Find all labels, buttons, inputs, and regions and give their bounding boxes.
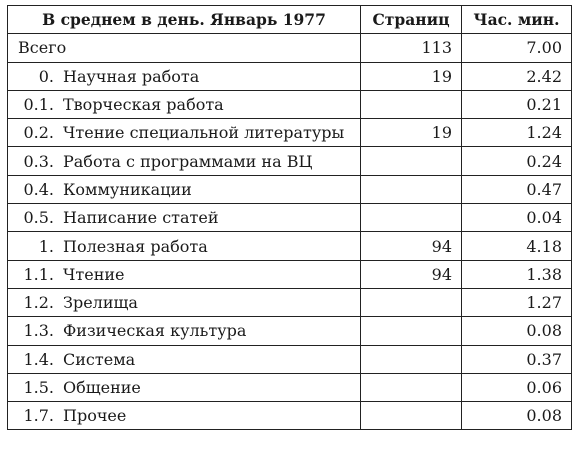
table-row xyxy=(8,34,572,62)
table-row xyxy=(8,345,572,373)
row-label-cell xyxy=(8,232,361,260)
row-code: 0.3. xyxy=(23,151,54,171)
row-code: 1. xyxy=(38,236,54,256)
row-label-cell xyxy=(8,34,361,62)
row-time-cell: 1.38 xyxy=(462,260,572,288)
row-name: Всего xyxy=(18,38,67,58)
row-pages-cell: 113 xyxy=(361,34,462,62)
row-name: Система xyxy=(63,349,136,369)
row-name: Чтение xyxy=(63,264,125,284)
row-label-cell xyxy=(8,373,361,401)
row-name: Чтение специальной литературы xyxy=(63,123,345,143)
row-label-cell xyxy=(8,62,361,90)
row-time-cell: 0.08 xyxy=(462,317,572,345)
row-pages-cell xyxy=(361,317,462,345)
row-code: 0. xyxy=(38,66,54,86)
row-name: Общение xyxy=(63,378,141,397)
row-label-cell xyxy=(8,119,361,147)
row-time-cell: 0.24 xyxy=(462,147,572,175)
row-pages-cell xyxy=(361,90,462,118)
table-row xyxy=(8,204,572,232)
row-pages-cell xyxy=(361,147,462,175)
row-label-cell xyxy=(8,175,361,203)
row-name: Коммуникации xyxy=(63,179,192,199)
row-time-cell: 1.27 xyxy=(462,288,572,316)
row-label-cell xyxy=(8,147,361,175)
row-code: 1.7. xyxy=(23,406,54,426)
row-pages-cell xyxy=(361,345,462,373)
table-row xyxy=(8,260,572,288)
row-time-cell: 0.08 xyxy=(462,402,572,430)
row-name: Зрелища xyxy=(63,293,138,313)
row-name: Написание статей xyxy=(63,208,219,228)
row-code: 0.2. xyxy=(23,123,54,143)
row-code: 0.5. xyxy=(23,208,54,228)
row-pages-cell: 19 xyxy=(361,62,462,90)
table-row xyxy=(8,147,572,175)
row-label-cell xyxy=(8,402,361,430)
header-time: Час. мин. xyxy=(462,6,572,34)
row-name: Полезная работа xyxy=(63,236,208,256)
row-pages-cell: 94 xyxy=(361,232,462,260)
row-label-cell xyxy=(8,204,361,232)
table-row xyxy=(8,232,572,260)
row-pages-cell xyxy=(361,204,462,232)
table-row xyxy=(8,119,572,147)
row-code: 1.5. xyxy=(23,378,54,397)
row-label-cell xyxy=(8,288,361,316)
row-pages-cell xyxy=(361,175,462,203)
row-time-cell: 0.21 xyxy=(462,90,572,118)
table-row xyxy=(8,90,572,118)
table-row xyxy=(8,402,572,430)
table-row xyxy=(8,317,572,345)
row-code: 1.4. xyxy=(23,349,54,369)
row-pages-cell xyxy=(361,402,462,430)
header-pages: Страниц xyxy=(361,6,462,34)
row-label-cell xyxy=(8,90,361,118)
row-name: Творческая работа xyxy=(63,95,224,115)
row-label-cell xyxy=(8,345,361,373)
row-name: Работа с программами на ВЦ xyxy=(63,151,313,171)
time-budget-table-container xyxy=(7,5,572,430)
row-time-cell: 2.42 xyxy=(462,62,572,90)
table-row xyxy=(8,62,572,90)
row-pages-cell xyxy=(361,373,462,401)
row-time-cell: 0.04 xyxy=(462,204,572,232)
row-name: Научная работа xyxy=(63,66,200,86)
row-pages-cell: 19 xyxy=(361,119,462,147)
row-time-cell: 1.24 xyxy=(462,119,572,147)
row-pages-cell: 94 xyxy=(361,260,462,288)
header-row xyxy=(8,6,572,34)
row-code: 0.1. xyxy=(23,95,54,115)
row-pages-cell xyxy=(361,288,462,316)
time-budget-table xyxy=(7,5,572,430)
row-time-cell: 0.37 xyxy=(462,345,572,373)
row-time-cell: 4.18 xyxy=(462,232,572,260)
row-code: 1.2. xyxy=(23,293,54,313)
table-row xyxy=(8,373,572,401)
row-code: 0.4. xyxy=(23,179,54,199)
row-code: 1.3. xyxy=(23,321,54,341)
row-label-cell xyxy=(8,260,361,288)
row-time-cell: 7.00 xyxy=(462,34,572,62)
row-code: 1.1. xyxy=(23,264,54,284)
row-name: Физическая культура xyxy=(63,321,247,341)
row-time-cell: 0.06 xyxy=(462,373,572,401)
header-label: В среднем в день. Январь 1977 xyxy=(8,6,361,34)
row-time-cell: 0.47 xyxy=(462,175,572,203)
table-row xyxy=(8,288,572,316)
row-name: Прочее xyxy=(63,406,127,426)
table-row xyxy=(8,175,572,203)
table-body xyxy=(8,34,572,430)
row-label-cell xyxy=(8,317,361,345)
